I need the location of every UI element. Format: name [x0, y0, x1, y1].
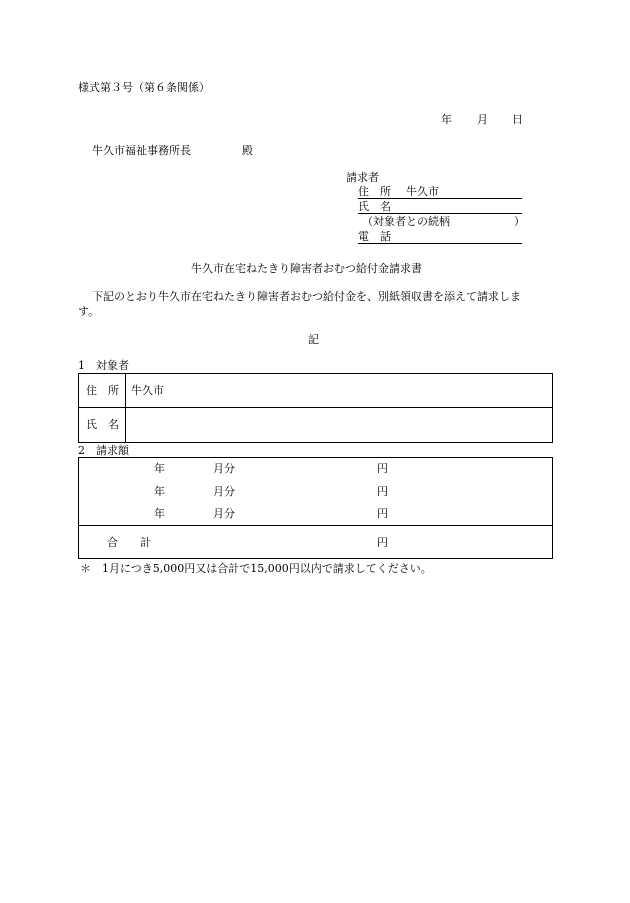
section1-heading: 1 対象者 [78, 359, 129, 372]
amount-row-year: 年 [154, 485, 165, 498]
claimant-name-label: 氏 名 [358, 200, 391, 213]
date-year-label: 年 [441, 113, 452, 126]
subject-address-value: 牛久市 [131, 384, 164, 397]
footnote: ＊ 1月につき5,000円又は合計で15,000円以内で請求してください。 [80, 562, 432, 575]
document-title: 牛久市在宅ねたきり障害者おむつ給付金請求書 [191, 262, 422, 275]
amount-row-month: 月分 [213, 507, 235, 520]
amount-row-month: 月分 [213, 485, 235, 498]
addressee-name: 牛久市福祉事務所長 [92, 144, 191, 157]
claimant-phone-label: 電 話 [358, 230, 391, 243]
date-month-label: 月 [477, 113, 488, 126]
body-text-line1: 下記のとおり牛久市在宅ねたきり障害者おむつ給付金を、別紙領収書を添えて請求しま [92, 290, 521, 303]
subject-address-label: 住 所 [86, 384, 119, 397]
claimant-relation-open: （対象者との続柄 [362, 215, 450, 228]
claimant-name-underline [358, 213, 522, 214]
form-number: 様式第３号（第６条関係） [78, 81, 210, 94]
subject-table-col-divider [125, 373, 126, 443]
claimant-address-label: 住 所 [358, 185, 391, 198]
ki-label: 記 [308, 333, 319, 346]
subject-table-row-divider [78, 407, 553, 408]
body-text-line2: す。 [78, 305, 100, 318]
claimant-relation-close: ） [514, 215, 525, 228]
claimant-address-underline [358, 198, 522, 199]
amount-row-year: 年 [154, 507, 165, 520]
subject-name-label: 氏 名 [86, 418, 119, 431]
amount-total-label: 合 計 [107, 536, 151, 549]
amount-row-yen: 円 [377, 462, 388, 475]
claimant-address-value: 牛久市 [406, 185, 439, 198]
section2-heading: 2 請求額 [78, 444, 129, 457]
amount-total-yen: 円 [377, 536, 388, 549]
date-day-label: 日 [512, 113, 523, 126]
amount-row-year: 年 [154, 462, 165, 475]
amount-row-yen: 円 [377, 507, 388, 520]
amount-row-yen: 円 [377, 485, 388, 498]
claimant-phone-underline [358, 243, 522, 244]
addressee-honorific: 殿 [242, 144, 253, 157]
amount-row-month: 月分 [213, 462, 235, 475]
claimant-heading: 請求者 [346, 171, 379, 184]
amount-table-total-divider [78, 525, 553, 526]
